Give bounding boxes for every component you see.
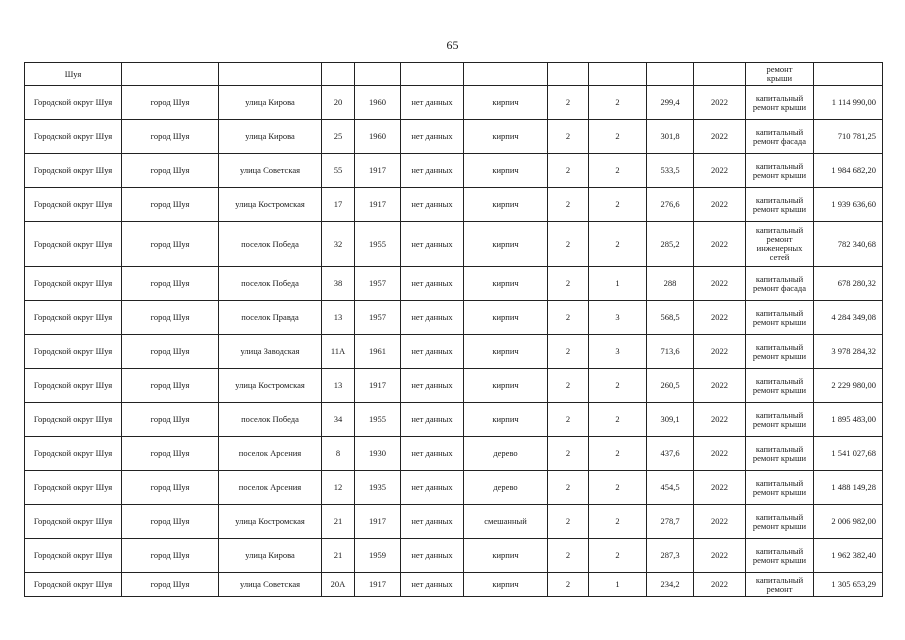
cell-empty (694, 63, 746, 86)
cell-district: Городской округ Шуя (25, 188, 122, 222)
cell-area: 454,5 (647, 471, 694, 505)
cell-plan-year: 2022 (694, 573, 746, 597)
cell-street: поселок Правда (219, 301, 322, 335)
housing-repair-table (24, 62, 883, 597)
cell-area: 301,8 (647, 120, 694, 154)
cell-entrances: 3 (589, 335, 647, 369)
cell-year: 1959 (355, 539, 401, 573)
cell-floors: 2 (548, 267, 589, 301)
cell-street: улица Кирова (219, 120, 322, 154)
cell-district: Городской округ Шуя (25, 573, 122, 597)
cell-work: капитальный ремонт фасада (746, 120, 814, 154)
cell-material: кирпич (464, 267, 548, 301)
cell-series: нет данных (401, 301, 464, 335)
cell-work: капитальный ремонт крыши (746, 154, 814, 188)
table-row (25, 437, 883, 471)
cell-entrances: 2 (589, 120, 647, 154)
cell-year: 1960 (355, 120, 401, 154)
table-row (25, 267, 883, 301)
cell-district: Городской округ Шуя (25, 154, 122, 188)
table-row-continued (25, 63, 883, 86)
cell-cost: 710 781,25 (814, 120, 883, 154)
cell-work: капитальный ремонт крыши (746, 301, 814, 335)
cell-floors: 2 (548, 403, 589, 437)
cell-work: капитальный ремонт крыши (746, 335, 814, 369)
cell-entrances: 2 (589, 505, 647, 539)
cell-empty (589, 63, 647, 86)
cell-district: Городской округ Шуя (25, 86, 122, 120)
cell-plan-year: 2022 (694, 505, 746, 539)
cell-material: кирпич (464, 154, 548, 188)
cell-district: Городской округ Шуя (25, 471, 122, 505)
cell-plan-year: 2022 (694, 403, 746, 437)
cell-material: кирпич (464, 222, 548, 267)
cell-cost: 782 340,68 (814, 222, 883, 267)
cell-district: Городской округ Шуя (25, 437, 122, 471)
cell-city: город Шуя (122, 403, 219, 437)
cell-city: город Шуя (122, 573, 219, 597)
cell-street: улица Заводская (219, 335, 322, 369)
cell-material: смешанный (464, 505, 548, 539)
table-row (25, 120, 883, 154)
cell-cost: 1 541 027,68 (814, 437, 883, 471)
cell-year: 1917 (355, 154, 401, 188)
cell-series: нет данных (401, 222, 464, 267)
cell-plan-year: 2022 (694, 120, 746, 154)
table-row (25, 86, 883, 120)
cell-work: капитальный ремонт фасада (746, 267, 814, 301)
cell-material: кирпич (464, 369, 548, 403)
cell-floors: 2 (548, 369, 589, 403)
cell-area: 278,7 (647, 505, 694, 539)
table-row (25, 154, 883, 188)
cell-house: 20А (322, 573, 355, 597)
cell-house: 38 (322, 267, 355, 301)
cell-district: Городской округ Шуя (25, 369, 122, 403)
cell-cost: 1 895 483,00 (814, 403, 883, 437)
table-row (25, 539, 883, 573)
cell-year: 1960 (355, 86, 401, 120)
cell-district: Городской округ Шуя (25, 267, 122, 301)
cell-city: город Шуя (122, 369, 219, 403)
cell-district: Шуя (25, 63, 122, 86)
cell-year: 1935 (355, 471, 401, 505)
cell-city: город Шуя (122, 267, 219, 301)
cell-floors: 2 (548, 188, 589, 222)
cell-empty (355, 63, 401, 86)
table-row (25, 505, 883, 539)
cell-plan-year: 2022 (694, 86, 746, 120)
page-number: 65 (446, 38, 459, 52)
cell-area: 299,4 (647, 86, 694, 120)
cell-city: город Шуя (122, 335, 219, 369)
cell-entrances: 1 (589, 573, 647, 597)
cell-work: капитальный ремонт крыши (746, 505, 814, 539)
cell-material: дерево (464, 471, 548, 505)
cell-area: 260,5 (647, 369, 694, 403)
cell-plan-year: 2022 (694, 301, 746, 335)
cell-series: нет данных (401, 403, 464, 437)
cell-area: 276,6 (647, 188, 694, 222)
cell-district: Городской округ Шуя (25, 539, 122, 573)
cell-series: нет данных (401, 86, 464, 120)
cell-cost: 1 305 653,29 (814, 573, 883, 597)
cell-material: кирпич (464, 539, 548, 573)
cell-house: 32 (322, 222, 355, 267)
cell-year: 1917 (355, 369, 401, 403)
cell-cost: 4 284 349,08 (814, 301, 883, 335)
cell-floors: 2 (548, 573, 589, 597)
cell-district: Городской округ Шуя (25, 222, 122, 267)
cell-entrances: 1 (589, 267, 647, 301)
cell-empty (814, 63, 883, 86)
cell-cost: 1 939 636,60 (814, 188, 883, 222)
cell-plan-year: 2022 (694, 154, 746, 188)
cell-cost: 1 114 990,00 (814, 86, 883, 120)
table-row (25, 573, 883, 597)
cell-cost: 2 229 980,00 (814, 369, 883, 403)
cell-street: улица Костромская (219, 369, 322, 403)
cell-city: город Шуя (122, 120, 219, 154)
table-row (25, 301, 883, 335)
cell-street: улица Советская (219, 573, 322, 597)
cell-entrances: 2 (589, 154, 647, 188)
cell-material: дерево (464, 437, 548, 471)
cell-series: нет данных (401, 188, 464, 222)
cell-material: кирпич (464, 120, 548, 154)
cell-area: 285,2 (647, 222, 694, 267)
cell-cost: 1 488 149,28 (814, 471, 883, 505)
cell-house: 12 (322, 471, 355, 505)
cell-entrances: 2 (589, 403, 647, 437)
cell-city: город Шуя (122, 437, 219, 471)
cell-year: 1955 (355, 403, 401, 437)
cell-entrances: 2 (589, 539, 647, 573)
cell-floors: 2 (548, 86, 589, 120)
cell-series: нет данных (401, 120, 464, 154)
cell-house: 25 (322, 120, 355, 154)
cell-entrances: 2 (589, 437, 647, 471)
cell-empty (122, 63, 219, 86)
cell-work: капитальный ремонт крыши (746, 369, 814, 403)
cell-work: капитальный ремонт (746, 573, 814, 597)
cell-area: 713,6 (647, 335, 694, 369)
cell-area: 533,5 (647, 154, 694, 188)
cell-district: Городской округ Шуя (25, 120, 122, 154)
cell-empty (219, 63, 322, 86)
cell-work: капитальный ремонт крыши (746, 471, 814, 505)
cell-plan-year: 2022 (694, 267, 746, 301)
cell-work: капитальный ремонт крыши (746, 539, 814, 573)
cell-entrances: 2 (589, 222, 647, 267)
cell-floors: 2 (548, 301, 589, 335)
cell-district: Городской округ Шуя (25, 403, 122, 437)
table-row (25, 369, 883, 403)
cell-series: нет данных (401, 267, 464, 301)
cell-material: кирпич (464, 188, 548, 222)
cell-street: поселок Победа (219, 267, 322, 301)
cell-work: капитальный ремонт инженерных сетей (746, 222, 814, 267)
cell-year: 1955 (355, 222, 401, 267)
cell-district: Городской округ Шуя (25, 301, 122, 335)
table-row (25, 471, 883, 505)
cell-street: поселок Победа (219, 403, 322, 437)
cell-series: нет данных (401, 335, 464, 369)
cell-cost: 1 962 382,40 (814, 539, 883, 573)
cell-house: 34 (322, 403, 355, 437)
cell-plan-year: 2022 (694, 222, 746, 267)
cell-street: поселок Арсения (219, 471, 322, 505)
cell-house: 8 (322, 437, 355, 471)
cell-entrances: 3 (589, 301, 647, 335)
cell-street: улица Кирова (219, 86, 322, 120)
cell-house: 13 (322, 369, 355, 403)
cell-material: кирпич (464, 403, 548, 437)
cell-district: Городской округ Шуя (25, 335, 122, 369)
cell-entrances: 2 (589, 188, 647, 222)
cell-series: нет данных (401, 539, 464, 573)
cell-street: поселок Победа (219, 222, 322, 267)
cell-plan-year: 2022 (694, 188, 746, 222)
cell-house: 17 (322, 188, 355, 222)
cell-city: город Шуя (122, 222, 219, 267)
cell-plan-year: 2022 (694, 539, 746, 573)
cell-year: 1961 (355, 335, 401, 369)
cell-floors: 2 (548, 120, 589, 154)
cell-city: город Шуя (122, 539, 219, 573)
cell-year: 1957 (355, 301, 401, 335)
cell-plan-year: 2022 (694, 437, 746, 471)
cell-series: нет данных (401, 505, 464, 539)
cell-work: капитальный ремонт крыши (746, 86, 814, 120)
cell-empty (322, 63, 355, 86)
cell-house: 21 (322, 505, 355, 539)
cell-entrances: 2 (589, 369, 647, 403)
cell-empty (464, 63, 548, 86)
cell-plan-year: 2022 (694, 369, 746, 403)
cell-series: нет данных (401, 471, 464, 505)
cell-cost: 678 280,32 (814, 267, 883, 301)
cell-year: 1917 (355, 573, 401, 597)
cell-plan-year: 2022 (694, 471, 746, 505)
cell-street: поселок Арсения (219, 437, 322, 471)
cell-series: нет данных (401, 437, 464, 471)
cell-street: улица Кирова (219, 539, 322, 573)
cell-area: 568,5 (647, 301, 694, 335)
cell-house: 11А (322, 335, 355, 369)
cell-area: 288 (647, 267, 694, 301)
cell-material: кирпич (464, 86, 548, 120)
cell-city: город Шуя (122, 86, 219, 120)
cell-plan-year: 2022 (694, 335, 746, 369)
cell-city: город Шуя (122, 154, 219, 188)
cell-year: 1930 (355, 437, 401, 471)
cell-cost: 3 978 284,32 (814, 335, 883, 369)
cell-floors: 2 (548, 437, 589, 471)
cell-floors: 2 (548, 539, 589, 573)
cell-floors: 2 (548, 222, 589, 267)
cell-district: Городской округ Шуя (25, 505, 122, 539)
cell-floors: 2 (548, 335, 589, 369)
cell-floors: 2 (548, 154, 589, 188)
cell-material: кирпич (464, 573, 548, 597)
cell-cost: 2 006 982,00 (814, 505, 883, 539)
cell-year: 1957 (355, 267, 401, 301)
cell-series: нет данных (401, 154, 464, 188)
cell-house: 21 (322, 539, 355, 573)
table-row (25, 335, 883, 369)
cell-house: 20 (322, 86, 355, 120)
cell-city: город Шуя (122, 471, 219, 505)
cell-street: улица Костромская (219, 188, 322, 222)
cell-city: город Шуя (122, 188, 219, 222)
cell-street: улица Советская (219, 154, 322, 188)
table-row (25, 222, 883, 267)
cell-city: город Шуя (122, 505, 219, 539)
cell-empty (401, 63, 464, 86)
cell-city: город Шуя (122, 301, 219, 335)
table-row (25, 188, 883, 222)
cell-cost: 1 984 682,20 (814, 154, 883, 188)
cell-empty (647, 63, 694, 86)
cell-material: кирпич (464, 301, 548, 335)
cell-entrances: 2 (589, 86, 647, 120)
cell-series: нет данных (401, 369, 464, 403)
cell-entrances: 2 (589, 471, 647, 505)
cell-house: 55 (322, 154, 355, 188)
cell-street: улица Костромская (219, 505, 322, 539)
cell-area: 234,2 (647, 573, 694, 597)
cell-floors: 2 (548, 471, 589, 505)
table-row (25, 403, 883, 437)
cell-floors: 2 (548, 505, 589, 539)
cell-material: кирпич (464, 335, 548, 369)
cell-year: 1917 (355, 505, 401, 539)
cell-work: капитальный ремонт крыши (746, 403, 814, 437)
cell-house: 13 (322, 301, 355, 335)
cell-work: ремонт крыши (746, 63, 814, 86)
cell-year: 1917 (355, 188, 401, 222)
cell-area: 287,3 (647, 539, 694, 573)
cell-work: капитальный ремонт крыши (746, 437, 814, 471)
cell-empty (548, 63, 589, 86)
cell-series: нет данных (401, 573, 464, 597)
cell-area: 309,1 (647, 403, 694, 437)
cell-work: капитальный ремонт крыши (746, 188, 814, 222)
cell-area: 437,6 (647, 437, 694, 471)
